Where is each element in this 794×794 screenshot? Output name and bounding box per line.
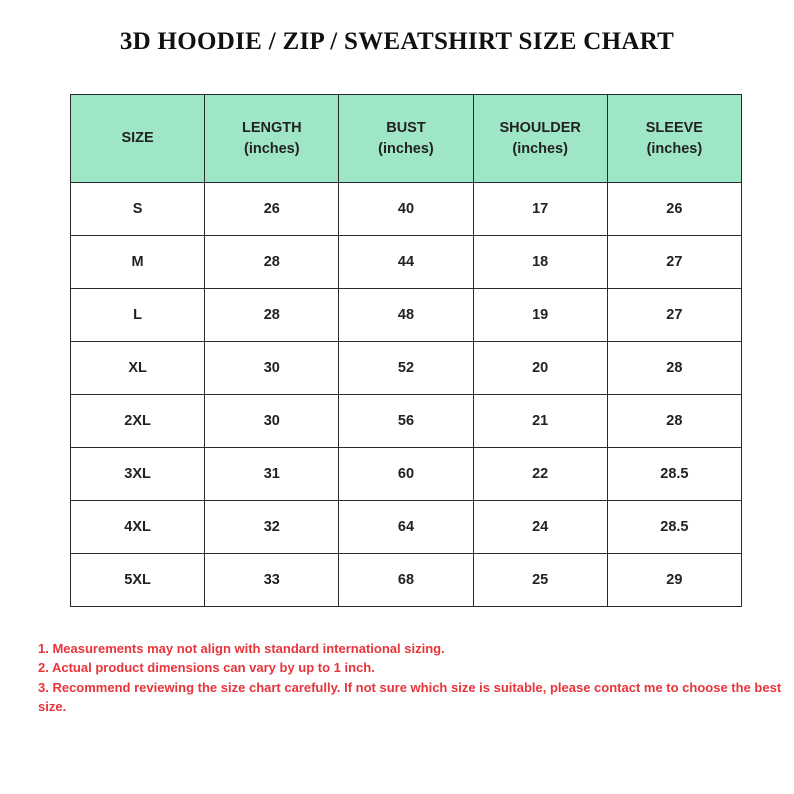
table-row xyxy=(71,448,742,501)
note-item: 3. Recommend reviewing the size chart carefully. If not sure which size is suitable, please contact me to choose the best size. xyxy=(38,679,782,714)
header-label: SHOULDER xyxy=(499,119,581,136)
header-label: BUST xyxy=(386,119,426,136)
cell-bust: 64 xyxy=(339,501,473,554)
cell-shoulder: 18 xyxy=(473,236,607,289)
cell-shoulder: 19 xyxy=(473,289,607,342)
table-row xyxy=(71,395,742,448)
cell-shoulder: 21 xyxy=(473,395,607,448)
header-cell-size xyxy=(71,95,205,183)
table-header xyxy=(71,95,742,183)
cell-size: 4XL xyxy=(71,501,205,554)
cell-length: 33 xyxy=(205,554,339,607)
table-body xyxy=(71,183,742,607)
cell-shoulder: 20 xyxy=(473,342,607,395)
header-cell-shoulder xyxy=(473,95,607,183)
size-chart-table xyxy=(70,94,742,607)
header-row xyxy=(71,95,742,183)
header-unit: (inches) xyxy=(243,140,300,157)
cell-length: 26 xyxy=(205,183,339,236)
cell-sleeve: 27 xyxy=(607,236,741,289)
cell-bust: 48 xyxy=(339,289,473,342)
cell-size: M xyxy=(71,236,205,289)
header-label: LENGTH xyxy=(241,119,302,136)
cell-shoulder: 24 xyxy=(473,501,607,554)
cell-sleeve: 28.5 xyxy=(607,501,741,554)
header-cell-sleeve xyxy=(607,95,741,183)
cell-sleeve: 28 xyxy=(607,395,741,448)
table-row xyxy=(71,289,742,342)
cell-size: S xyxy=(71,183,205,236)
cell-sleeve: 26 xyxy=(607,183,741,236)
cell-bust: 68 xyxy=(339,554,473,607)
cell-shoulder: 25 xyxy=(473,554,607,607)
cell-bust: 56 xyxy=(339,395,473,448)
header-unit: (inches) xyxy=(378,140,434,157)
cell-sleeve: 28.5 xyxy=(607,448,741,501)
cell-length: 32 xyxy=(205,501,339,554)
header-cell-bust xyxy=(339,95,473,183)
notes-section xyxy=(38,639,783,716)
header-cell-length xyxy=(205,95,339,183)
cell-length: 31 xyxy=(205,448,339,501)
cell-length: 28 xyxy=(205,289,339,342)
header-unit: (inches) xyxy=(512,140,568,157)
note-item: 1. Measurements may not align with standard international sizing. xyxy=(38,641,445,656)
page-title: 3D HOODIE / ZIP / SWEATSHIRT SIZE CHART xyxy=(119,28,675,55)
cell-size: XL xyxy=(71,342,205,395)
header-unit: (inches) xyxy=(646,140,703,157)
cell-size: 3XL xyxy=(71,448,205,501)
cell-size: 2XL xyxy=(71,395,205,448)
note-item: 2. Actual product dimensions can vary by up to 1 inch. xyxy=(38,660,375,676)
cell-sleeve: 29 xyxy=(607,554,741,607)
cell-length: 30 xyxy=(205,342,339,395)
cell-sleeve: 27 xyxy=(607,289,741,342)
cell-size: L xyxy=(71,289,205,342)
cell-bust: 40 xyxy=(339,183,473,236)
table-row xyxy=(71,501,742,554)
table-row xyxy=(71,236,742,289)
cell-length: 28 xyxy=(205,236,339,289)
table-row xyxy=(71,554,742,607)
cell-bust: 60 xyxy=(339,448,473,501)
cell-bust: 44 xyxy=(339,236,473,289)
cell-sleeve: 28 xyxy=(607,342,741,395)
header-label: SLEEVE xyxy=(645,119,703,136)
table-row xyxy=(71,183,742,236)
table-row xyxy=(71,342,742,395)
header-label: SIZE xyxy=(121,130,154,146)
cell-shoulder: 22 xyxy=(473,448,607,501)
cell-size: 5XL xyxy=(71,554,205,607)
cell-shoulder: 17 xyxy=(473,183,607,236)
cell-length: 30 xyxy=(205,395,339,448)
cell-bust: 52 xyxy=(339,342,473,395)
